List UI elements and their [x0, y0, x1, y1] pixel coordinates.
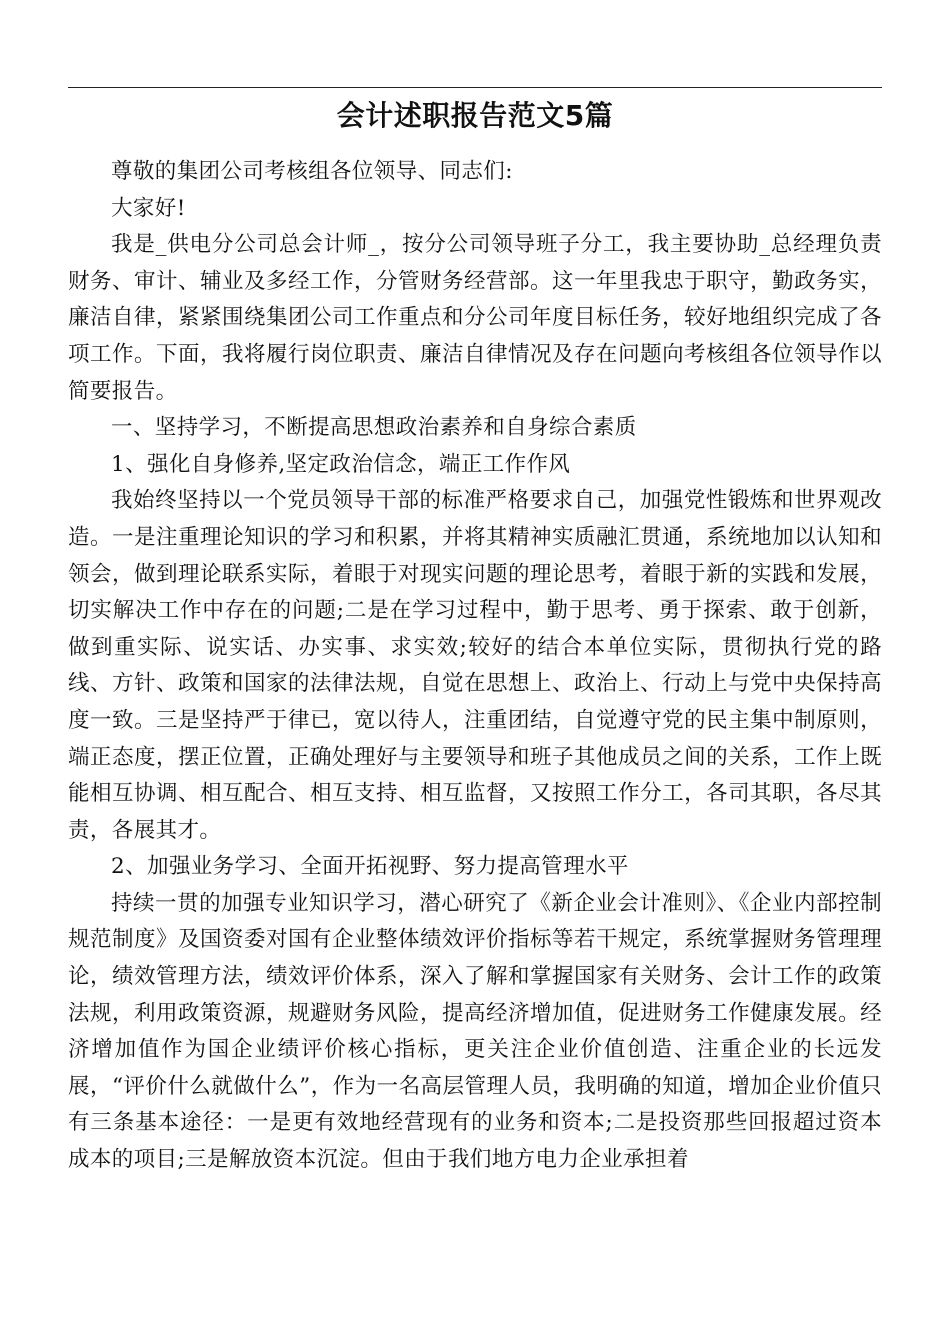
body-paragraph: 持续一贯的加强专业知识学习，潜心研究了《新企业会计准则》、《企业内部控制规范制度》及国资委对国有企业整体绩效评价指标等若干规定，系统掌握财务管理理论，绩效管理方法，绩效评价体系，深入了解和掌握国家有关财务、会计工作的政策法规，利用政策资源，规避财务风险，提高经济增加值，促进财务工作健康发展。经济增加值作为国企业绩评价核心指标，更关注企业价值创造、注重企业的长远发展，“评价什么就做什么”，作为一名高层管理人员，我明确的知道，增加企业价值只有三条基本途径：一是更有效地经营现有的业务和资本;二是投资那些回报超过资本成本的项目;三是解放资本沉淀。但由于我们地方电力企业承担着	[68, 890, 882, 1173]
document-title: 会计述职报告范文5篇	[336, 99, 614, 132]
subsection-heading-2: 2、加强业务学习、全面开拓视野、努力提高管理水平	[111, 854, 629, 880]
salutation: 尊敬的集团公司考核组各位领导、同志们:	[111, 159, 513, 184]
body-paragraph: 我始终坚持以一个党员领导干部的标准严格要求自己，加强党性锻炼和世界观改造。一是注重理论知识的学习和积累，并将其精神实质融汇贯通，系统地加以认知和领会，做到理论联系实际，着眼于对现实问题的理论思考，着眼于新的实践和发展，切实解决工作中存在的问题;二是在学习过程中，勤于思考、勇于探索、敢于创新，做到重实际、说实话、办实事、求实效;较好的结合本单位实际，贯彻执行党的路线、方针、政策和国家的法律法规，自觉在思想上、政治上、行动上与党中央保持高度一致。三是坚持严于律已，宽以待人，注重团结，自觉遵守党的民主集中制原则，端正态度，摆正位置，正确处理好与主要领导和班子其他成员之间的关系，工作上既能相互协调、相互配合、相互支持、相互监督，又按照工作分工，各司其职，各尽其责，各展其才。	[68, 488, 882, 843]
section-heading-1: 一、坚持学习，不断提高思想政治素养和自身综合素质	[111, 415, 637, 441]
intro-paragraph: 我是_供电分公司总会计师_，按分公司领导班子分工，我主要协助_总经理负责财务、审计、辅业及多经工作，分管财务经营部。这一年里我忠于职守，勤政务实，廉洁自律，紧紧围绕集团公司工作重点和分公司年度目标任务，较好地组织完成了各项工作。下面，我将履行岗位职责、廉洁自律情况及存在问题向考核组各位领导作以简要报告。	[68, 232, 882, 404]
subsection-heading-1: 1、强化自身修养,坚定政治信念，端正工作作风	[111, 451, 571, 477]
header-rule	[68, 87, 882, 88]
greeting: 大家好!	[111, 195, 186, 221]
document-body	[68, 154, 882, 1179]
